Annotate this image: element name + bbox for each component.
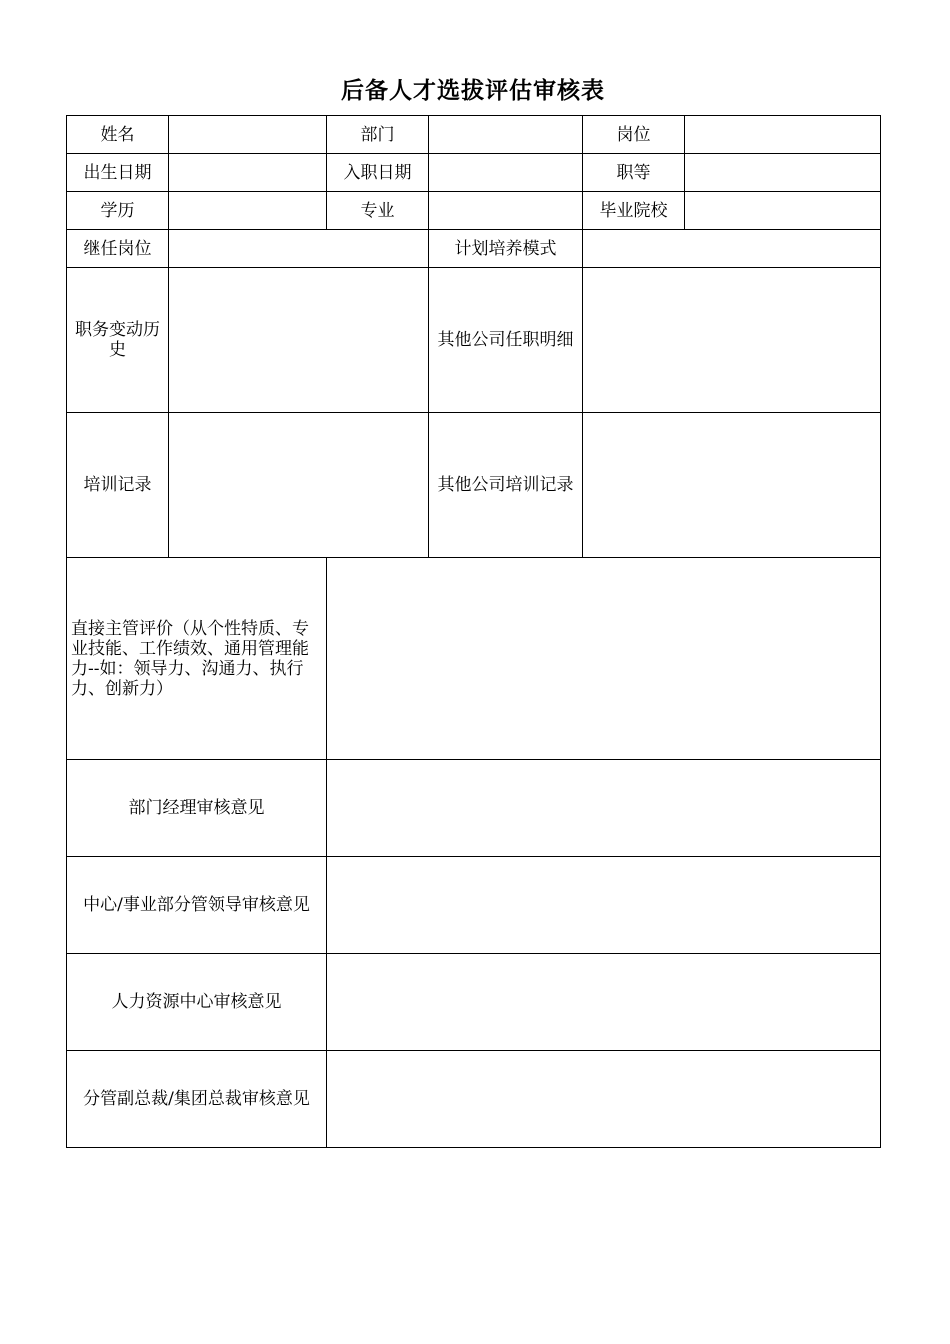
form-title: 后备人才选拔评估审核表 bbox=[341, 78, 605, 104]
label-education: 学历 bbox=[67, 192, 169, 230]
row-hr-center-review bbox=[67, 954, 881, 1051]
successor-position-field[interactable] bbox=[169, 239, 428, 258]
education-field[interactable] bbox=[169, 201, 326, 220]
label-center-leader-review: 中心/事业部分管领导审核意见 bbox=[67, 857, 327, 954]
field-other-company-training-cell bbox=[583, 413, 881, 558]
row-vp-president-review bbox=[67, 1051, 881, 1148]
label-other-company-training: 其他公司培训记录 bbox=[429, 413, 583, 558]
label-hr-center-review: 人力资源中心审核意见 bbox=[67, 954, 327, 1051]
training-record-field[interactable] bbox=[169, 460, 428, 510]
field-hr-center-review-cell bbox=[327, 954, 881, 1051]
field-other-company-jobs-cell bbox=[583, 268, 881, 413]
evaluation-form bbox=[66, 115, 880, 1148]
birth-date-field[interactable] bbox=[169, 163, 326, 182]
label-name: 姓名 bbox=[67, 116, 169, 154]
position-field[interactable] bbox=[685, 125, 880, 144]
training-plan-field[interactable] bbox=[583, 239, 880, 258]
label-vp-president-review: 分管副总裁/集团总裁审核意见 bbox=[67, 1051, 327, 1148]
row-training bbox=[67, 413, 881, 558]
row-succession bbox=[67, 230, 881, 268]
field-training-plan-cell bbox=[583, 230, 881, 268]
dept-manager-review-field[interactable] bbox=[327, 783, 880, 833]
field-hire-date-cell bbox=[429, 154, 583, 192]
center-leader-review-field[interactable] bbox=[327, 880, 880, 930]
hr-center-review-field[interactable] bbox=[327, 977, 880, 1027]
field-name-cell bbox=[169, 116, 327, 154]
label-department: 部门 bbox=[327, 116, 429, 154]
field-training-record-cell bbox=[169, 413, 429, 558]
supervisor-eval-field[interactable] bbox=[327, 634, 880, 684]
row-basic-1 bbox=[67, 116, 881, 154]
row-job-history bbox=[67, 268, 881, 413]
label-other-company-jobs: 其他公司任职明细 bbox=[429, 268, 583, 413]
field-major-cell bbox=[429, 192, 583, 230]
field-dept-manager-review-cell bbox=[327, 760, 881, 857]
department-field[interactable] bbox=[429, 125, 582, 144]
label-position: 岗位 bbox=[583, 116, 685, 154]
grade-field[interactable] bbox=[685, 163, 880, 182]
field-department-cell bbox=[429, 116, 583, 154]
other-company-jobs-field[interactable] bbox=[583, 315, 880, 365]
form-table bbox=[66, 115, 881, 1148]
vp-president-review-field[interactable] bbox=[327, 1074, 880, 1124]
label-birth-date: 出生日期 bbox=[67, 154, 169, 192]
row-supervisor-eval bbox=[67, 558, 881, 760]
row-center-leader-review bbox=[67, 857, 881, 954]
field-vp-president-review-cell bbox=[327, 1051, 881, 1148]
label-grade: 职等 bbox=[583, 154, 685, 192]
field-position-cell bbox=[685, 116, 881, 154]
row-dept-manager-review bbox=[67, 760, 881, 857]
field-birth-date-cell bbox=[169, 154, 327, 192]
field-school-cell bbox=[685, 192, 881, 230]
label-major: 专业 bbox=[327, 192, 429, 230]
job-history-field[interactable] bbox=[169, 315, 428, 365]
other-company-training-field[interactable] bbox=[583, 460, 880, 510]
row-basic-2 bbox=[67, 154, 881, 192]
label-school: 毕业院校 bbox=[583, 192, 685, 230]
field-successor-position-cell bbox=[169, 230, 429, 268]
label-training-plan: 计划培养模式 bbox=[429, 230, 583, 268]
label-hire-date: 入职日期 bbox=[327, 154, 429, 192]
label-dept-manager-review: 部门经理审核意见 bbox=[67, 760, 327, 857]
row-basic-3 bbox=[67, 192, 881, 230]
school-field[interactable] bbox=[685, 201, 880, 220]
major-field[interactable] bbox=[429, 201, 582, 220]
field-supervisor-eval-cell bbox=[327, 558, 881, 760]
field-job-history-cell bbox=[169, 268, 429, 413]
field-education-cell bbox=[169, 192, 327, 230]
label-supervisor-eval: 直接主管评价（从个性特质、专业技能、工作绩效、通用管理能力--如：领导力、沟通力、执行力、创新力） bbox=[67, 558, 327, 760]
field-center-leader-review-cell bbox=[327, 857, 881, 954]
name-field[interactable] bbox=[169, 125, 326, 144]
label-successor-position: 继任岗位 bbox=[67, 230, 169, 268]
label-job-history: 职务变动历史 bbox=[67, 268, 169, 413]
label-training-record: 培训记录 bbox=[67, 413, 169, 558]
field-grade-cell bbox=[685, 154, 881, 192]
hire-date-field[interactable] bbox=[429, 163, 582, 182]
